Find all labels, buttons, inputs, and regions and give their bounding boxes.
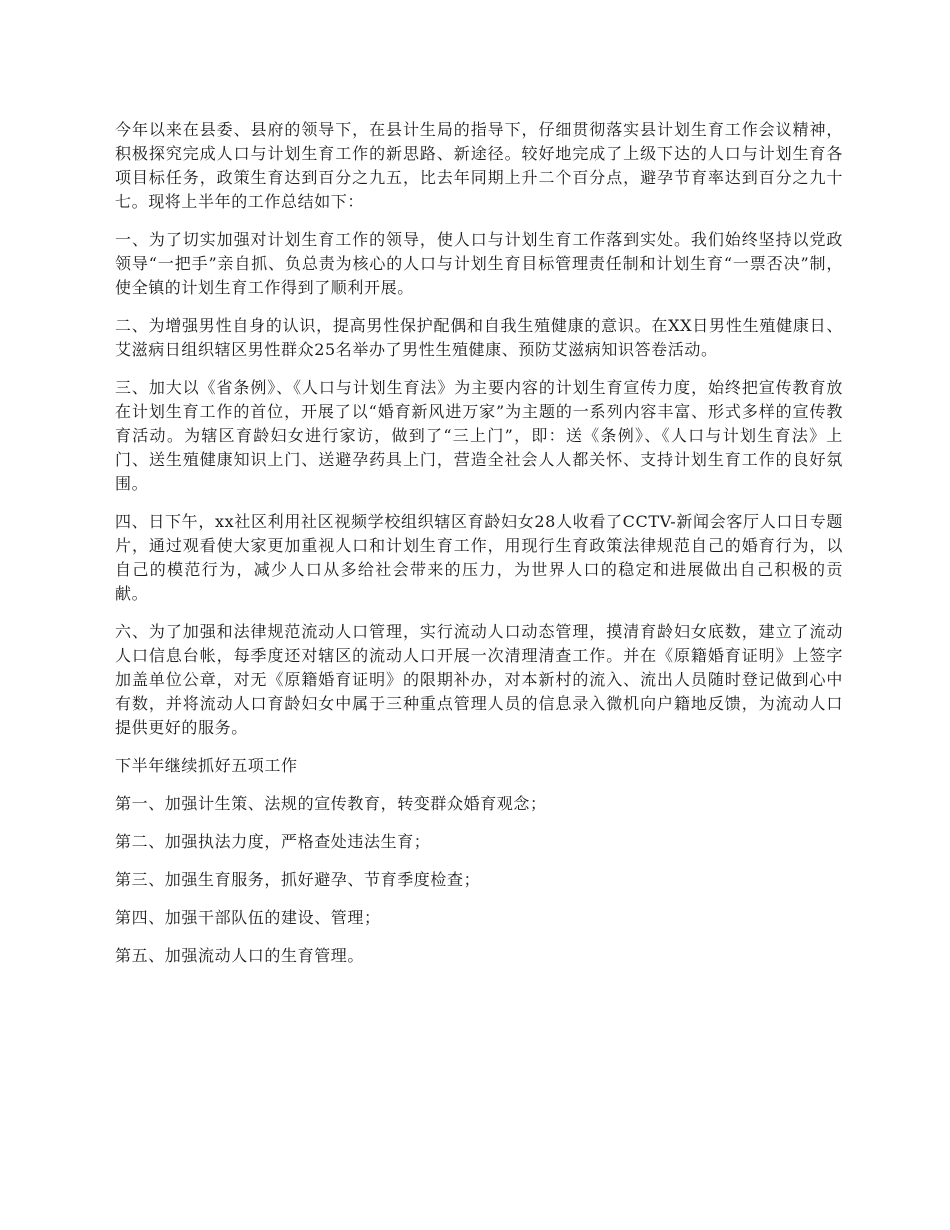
section-three-paragraph: 三、加大以《省条例》、《人口与计划生育法》为主要内容的计划生育宣传力度，始终把宣传教育放在计划生育工作的首位，开展了以“婚育新风进万家”为主题的一系列内容丰富、形式多样的宣传教育活动。为辖区育龄妇女进行家访，做到了“三上门”，即：送《条例》、《人口与计划生育法》上门、送生殖健康知识上门、送避孕药具上门，营造全社会人人都关怀、支持计划生育工作的良好氛围。 xyxy=(115,378,843,493)
document-body xyxy=(115,118,843,982)
section-six-paragraph: 六、为了加强和法律规范流动人口管理，实行流动人口动态管理，摸清育龄妇女底数，建立了流动人口信息台帐，每季度还对辖区的流动人口开展一次清理清查工作。并在《原籍婚育证明》上签字加盖单位公章，对无《原籍婚育证明》的限期补办，对本新村的流入、流出人员随时登记做到心中有数，并将流动人口育龄妇女中属于三种重点管理人员的信息录入微机向户籍地反馈，为流动人口提供更好的服务。 xyxy=(115,622,843,737)
plan-item: 第四、加强干部队伍的建设、管理； xyxy=(115,908,381,927)
section-one-paragraph: 一、为了切实加强对计划生育工作的领导，使人口与计划生育工作落到实处。我们始终坚持以党政领导“一把手”亲自抓、负总责为核心的人口与计划生育目标管理责任制和计划生育“一票否决”制，使全镇的计划生育工作得到了顺利开展。 xyxy=(115,230,843,297)
plan-item: 第五、加强流动人口的生育管理。 xyxy=(115,946,365,965)
plan-item: 第三、加强生育服务，抓好避孕、节育季度检查； xyxy=(115,870,481,889)
section-two-paragraph: 二、为增强男性自身的认识，提高男性保护配偶和自我生殖健康的意识。在XX日男性生殖健康日、艾滋病日组织辖区男性群众25名举办了男性生殖健康、预防艾滋病知识答卷活动。 xyxy=(115,316,843,359)
plan-heading: 下半年继续抓好五项工作 xyxy=(115,756,298,775)
intro-paragraph: 今年以来在县委、县府的领导下，在县计生局的指导下，仔细贯彻落实县计划生育工作会议精神，积极探究完成人口与计划生育工作的新思路、新途径。较好地完成了上级下达的人口与计划生育各项目标任务，政策生育达到百分之九五，比去年同期上升二个百分点，避孕节育率达到百分之九十七。现将上半年的工作总结如下： xyxy=(115,120,843,211)
plan-item: 第二、加强执法力度，严格查处违法生育； xyxy=(115,832,431,851)
plan-item: 第一、加强计生策、法规的宣传教育，转变群众婚育观念； xyxy=(115,794,547,813)
section-four-paragraph: 四、日下午，xx社区利用社区视频学校组织辖区育龄妇女28人收看了CCTV-新闻会客厅人口日专题片，通过观看使大家更加重视人口和计划生育工作，用现行生育政策法律规范自己的婚育行为，以自己的模范行为，减少人口从多给社会带来的压力，为世界人口的稳定和进展做出自己积极的贡献。 xyxy=(115,512,843,603)
